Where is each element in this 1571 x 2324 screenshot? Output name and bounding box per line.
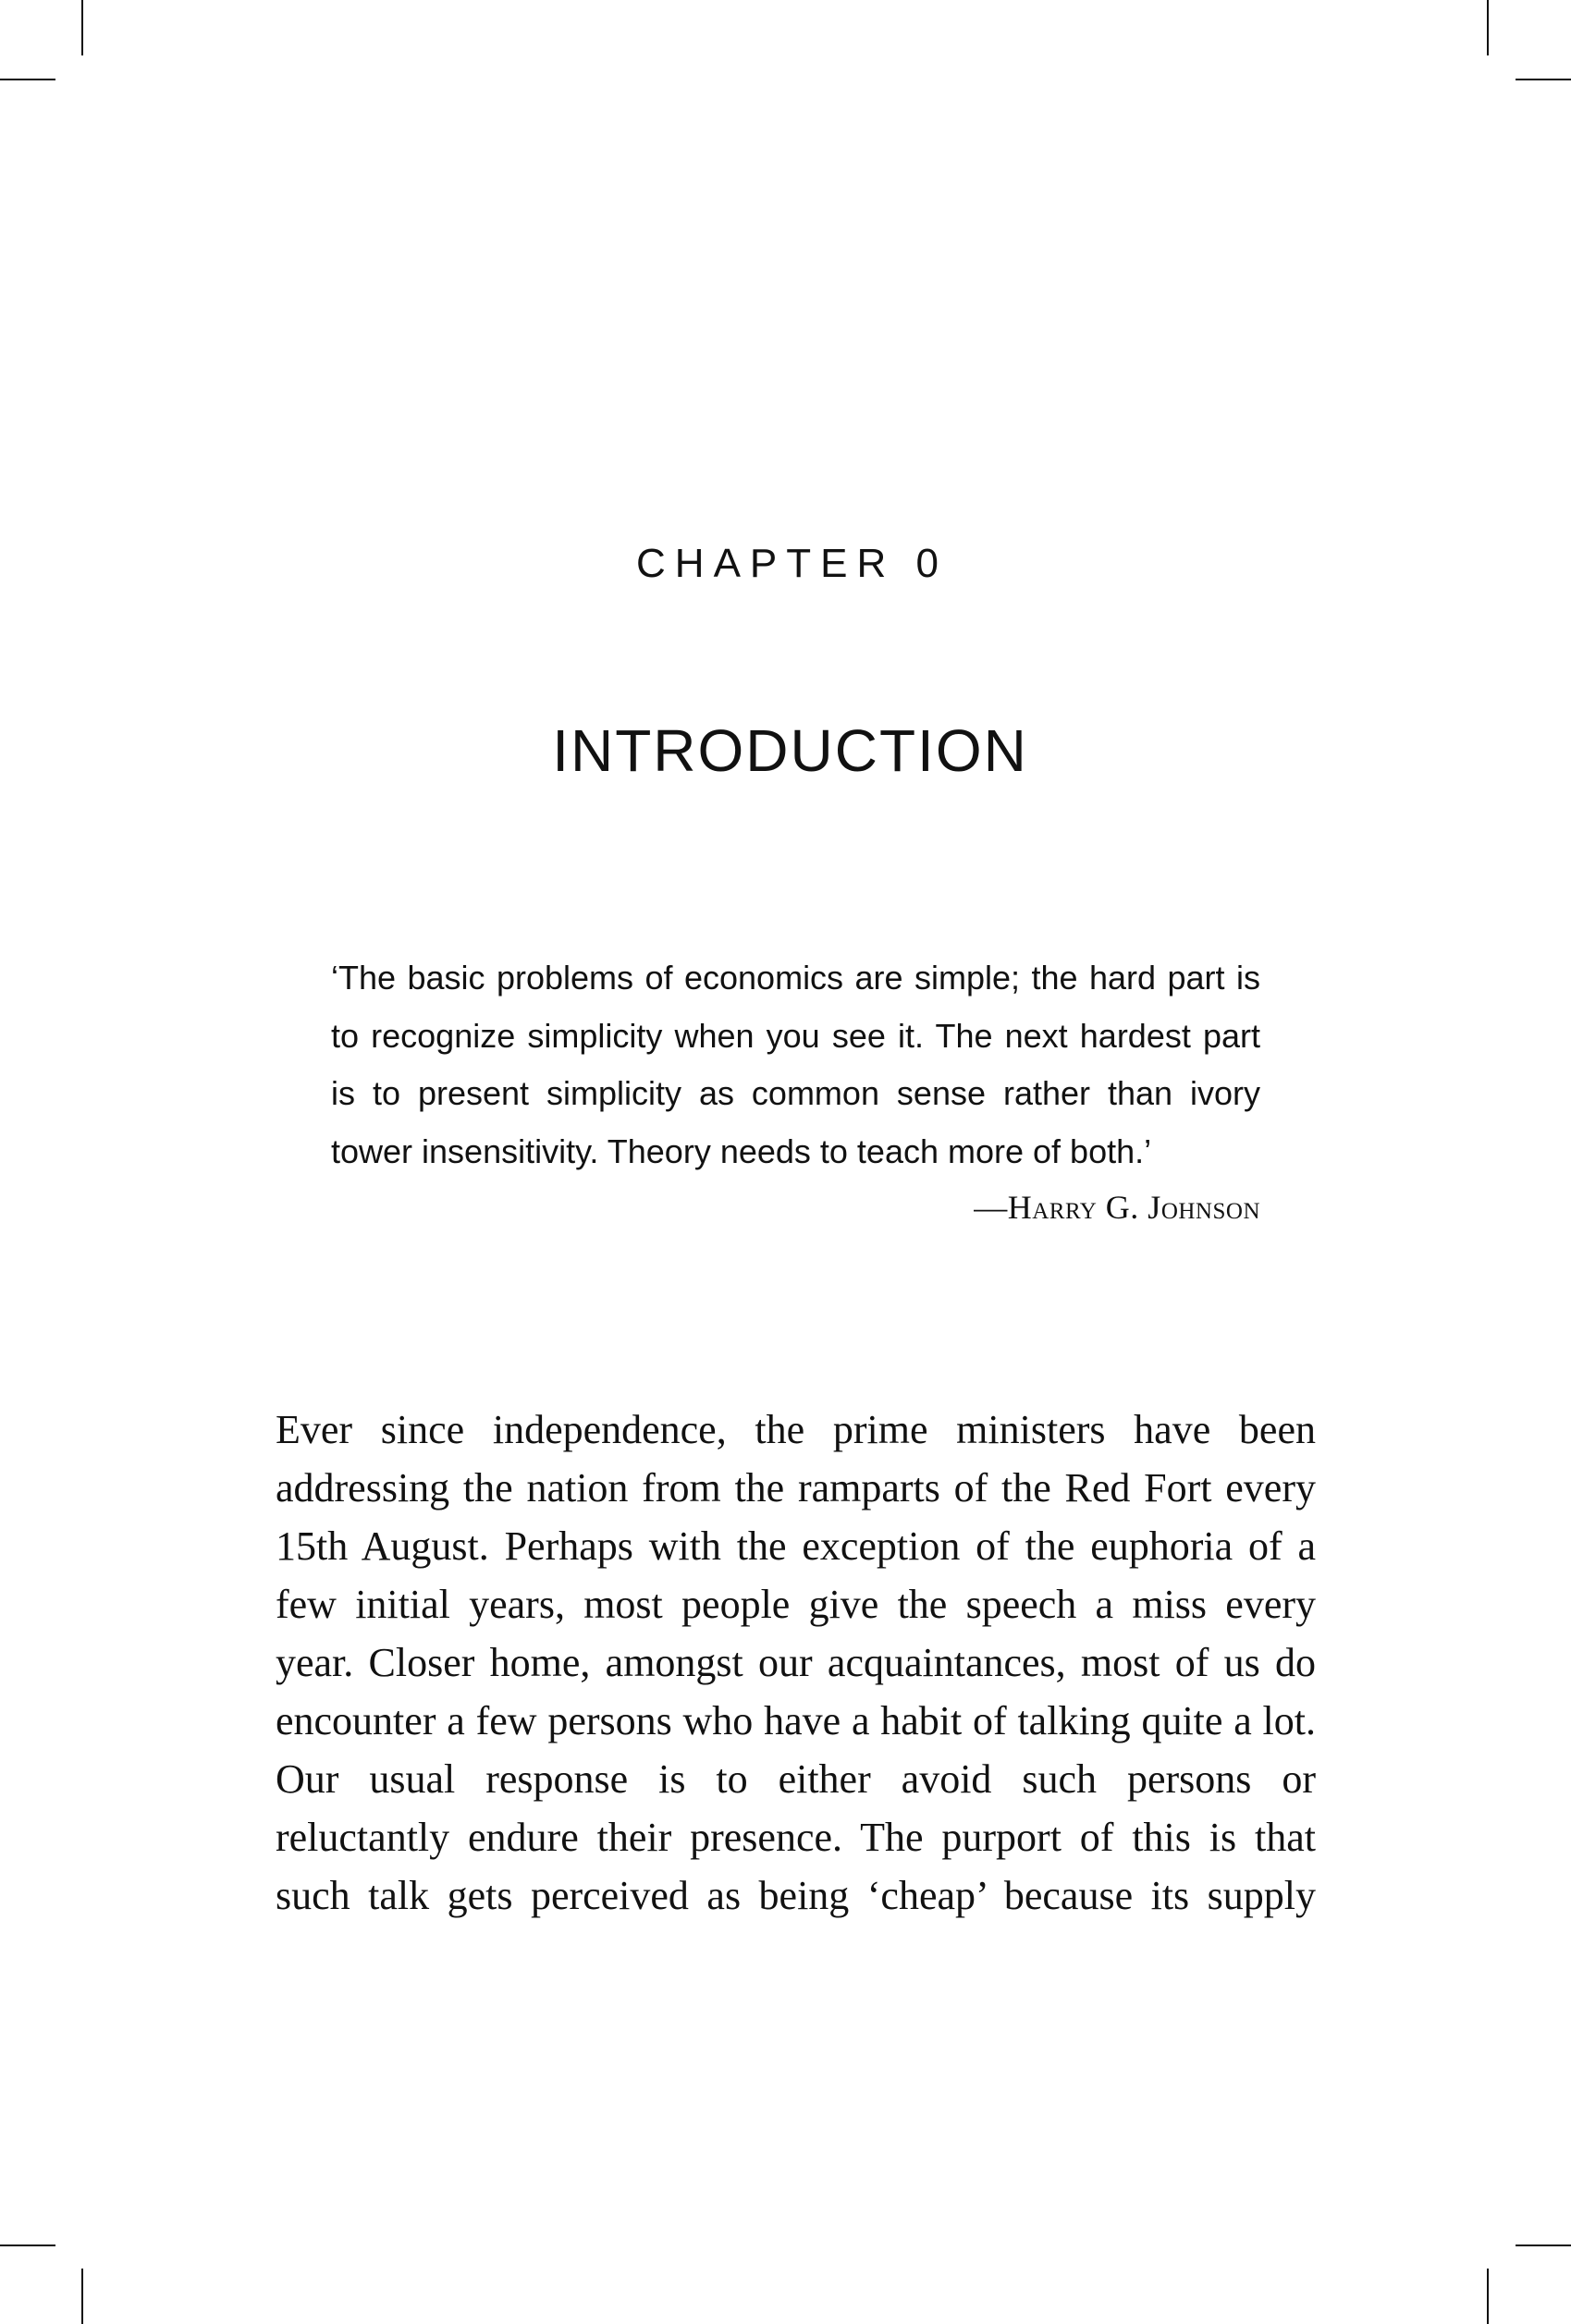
epigraph-quote: ‘The basic problems of economics are simple; the hard part is to recognize simplicity when you see it. The next hardest part is to present simplicity as common sense rather than ivory tower insensitivity. Theory needs to teach more of both.’ <box>331 959 1260 1170</box>
crop-mark-top-right-vertical <box>1487 0 1489 55</box>
crop-mark-bottom-right-horizontal <box>1516 2244 1571 2246</box>
chapter-label: CHAPTER 0 <box>636 541 948 586</box>
crop-mark-top-left-vertical <box>81 0 83 55</box>
crop-mark-bottom-left-vertical <box>81 2269 83 2324</box>
crop-mark-bottom-right-vertical <box>1487 2269 1489 2324</box>
crop-mark-top-left-horizontal <box>0 79 55 80</box>
epigraph <box>331 949 1260 1227</box>
chapter-title: INTRODUCTION <box>552 717 1028 784</box>
crop-mark-top-right-horizontal <box>1516 79 1571 80</box>
crop-mark-bottom-left-horizontal <box>0 2244 55 2246</box>
epigraph-attribution: —Harry G. Johnson <box>974 1189 1260 1226</box>
body-paragraph: Ever since independence, the prime ministers have been addressing the nation from the ramparts of the Red Fort every 15th August. Perhaps with the exception of the euphoria of a few initial years, most people give the speech a miss every year. Closer home, amongst our acquaintances, most of us do encounter a few persons who have a habit of talking quite a lot. Our usual response is to either avoid such persons or reluctantly endure their presence. The purport of this is that such talk gets perceived as being ‘cheap’ because its supply <box>276 1407 1316 1918</box>
